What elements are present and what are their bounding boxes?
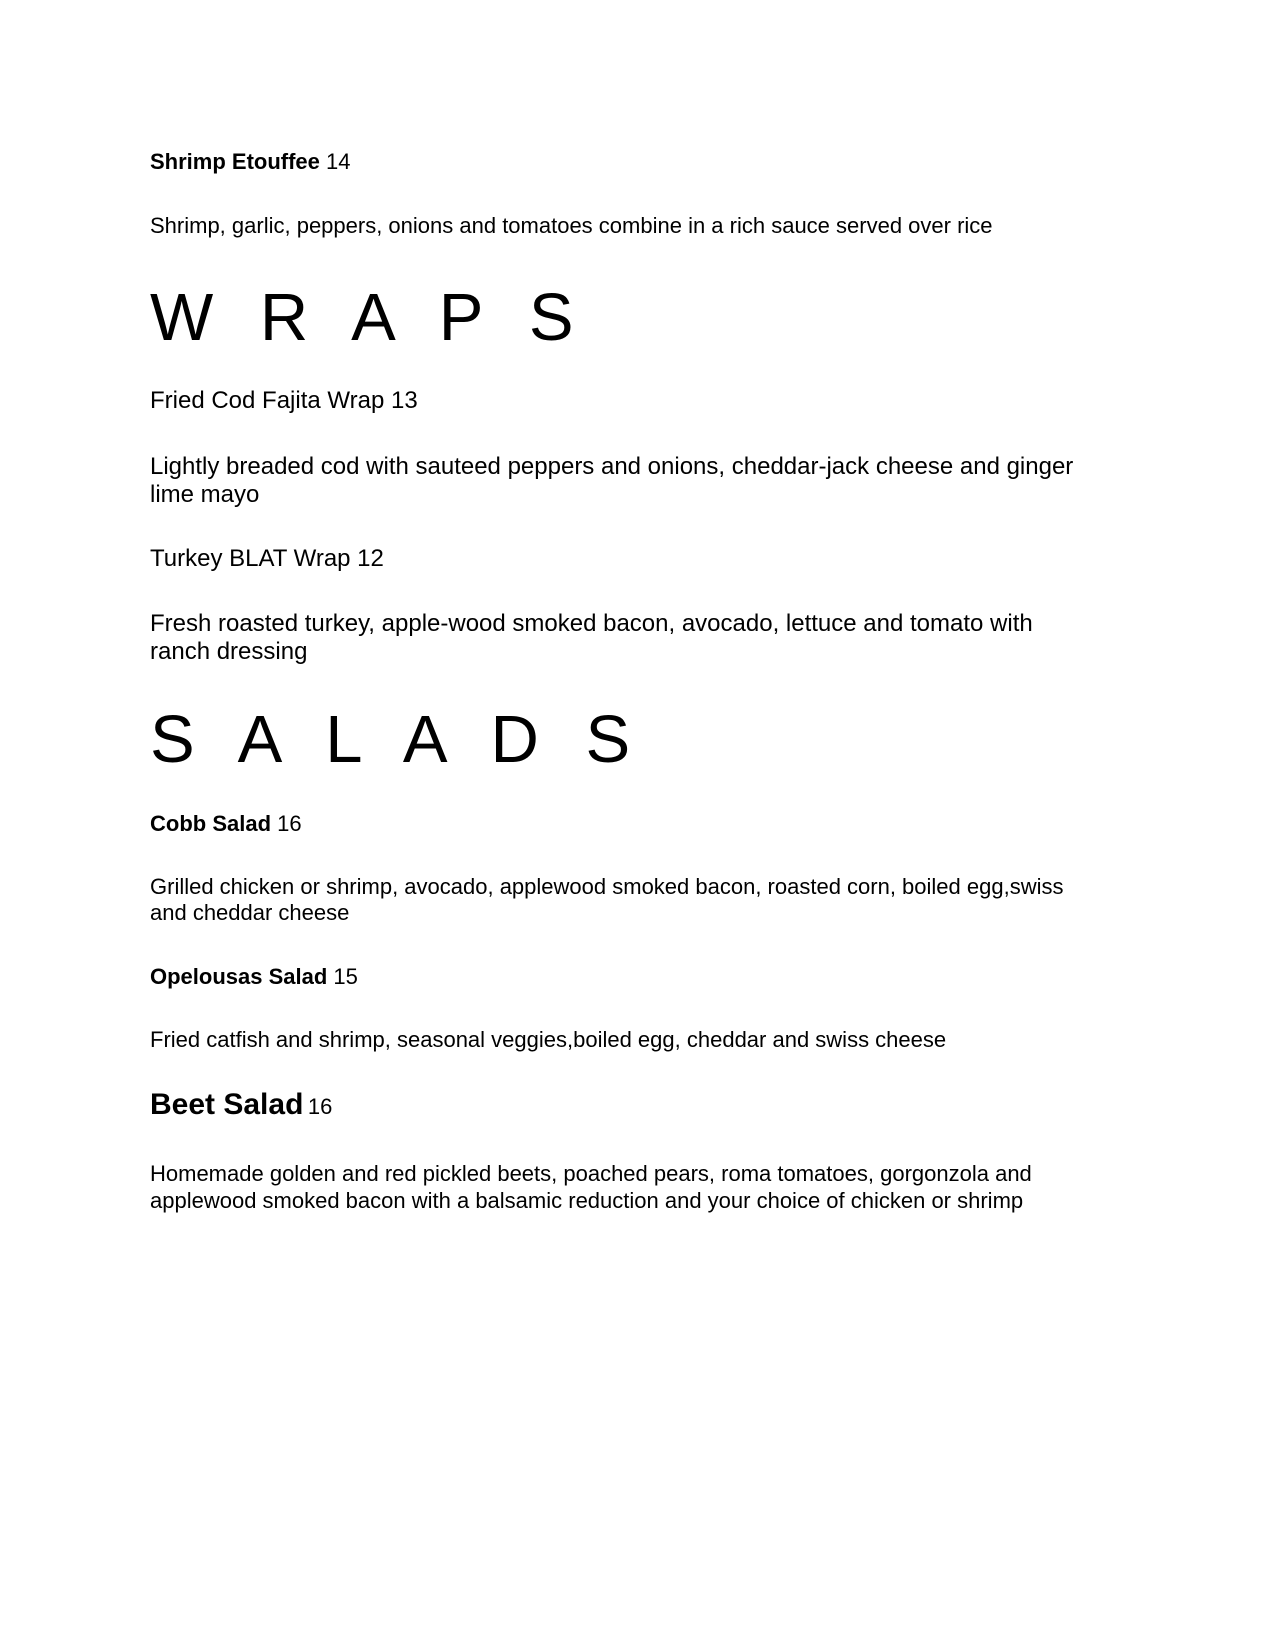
item-description-line: lime mayo — [150, 481, 260, 508]
item-name: Cobb Salad — [150, 811, 272, 836]
menu-item-title-cobb-salad — [150, 810, 302, 838]
item-description-line: Grilled chicken or shrimp, avocado, applewood smoked bacon, roasted corn, boiled egg,swiss — [150, 874, 1064, 899]
section-heading-salads: S A L A D S — [150, 702, 645, 777]
item-name: Shrimp Etouffee — [150, 149, 320, 174]
menu-item-title-shrimp-etouffee — [150, 148, 351, 176]
item-price: 16 — [307, 1094, 333, 1119]
menu-item-title-opelousas-salad — [150, 963, 358, 991]
item-description-line: and cheddar cheese — [150, 900, 350, 925]
item-description-line: Fresh roasted turkey, apple-wood smoked bacon, avocado, lettuce and tomato with — [150, 610, 1033, 637]
item-description: Fried catfish and shrimp, seasonal veggies,boiled egg, cheddar and swiss cheese — [150, 1027, 947, 1052]
menu-item-title-fried-cod-wrap: Fried Cod Fajita Wrap 13 — [150, 387, 418, 414]
item-description-line: ranch dressing — [150, 638, 308, 665]
item-description: Shrimp, garlic, peppers, onions and tomatoes combine in a rich sauce served over rice — [150, 213, 993, 238]
item-price: 14 — [326, 149, 351, 174]
section-heading-wraps: W R A P S — [150, 280, 588, 355]
item-price: 15 — [333, 964, 358, 989]
item-name: Beet Salad — [150, 1088, 304, 1121]
item-name: Opelousas Salad — [150, 964, 328, 989]
item-description-line: applewood smoked bacon with a balsamic reduction and your choice of chicken or shrimp — [150, 1188, 1024, 1213]
item-description-line: Homemade golden and red pickled beets, poached pears, roma tomatoes, gorgonzola and — [150, 1161, 1032, 1186]
item-description-line: Lightly breaded cod with sauteed peppers and onions, cheddar-jack cheese and ginger — [150, 453, 1074, 480]
menu-item-title-beet-salad — [150, 1086, 332, 1129]
item-price: 16 — [277, 811, 302, 836]
menu-item-title-turkey-blat-wrap: Turkey BLAT Wrap 12 — [150, 545, 384, 572]
